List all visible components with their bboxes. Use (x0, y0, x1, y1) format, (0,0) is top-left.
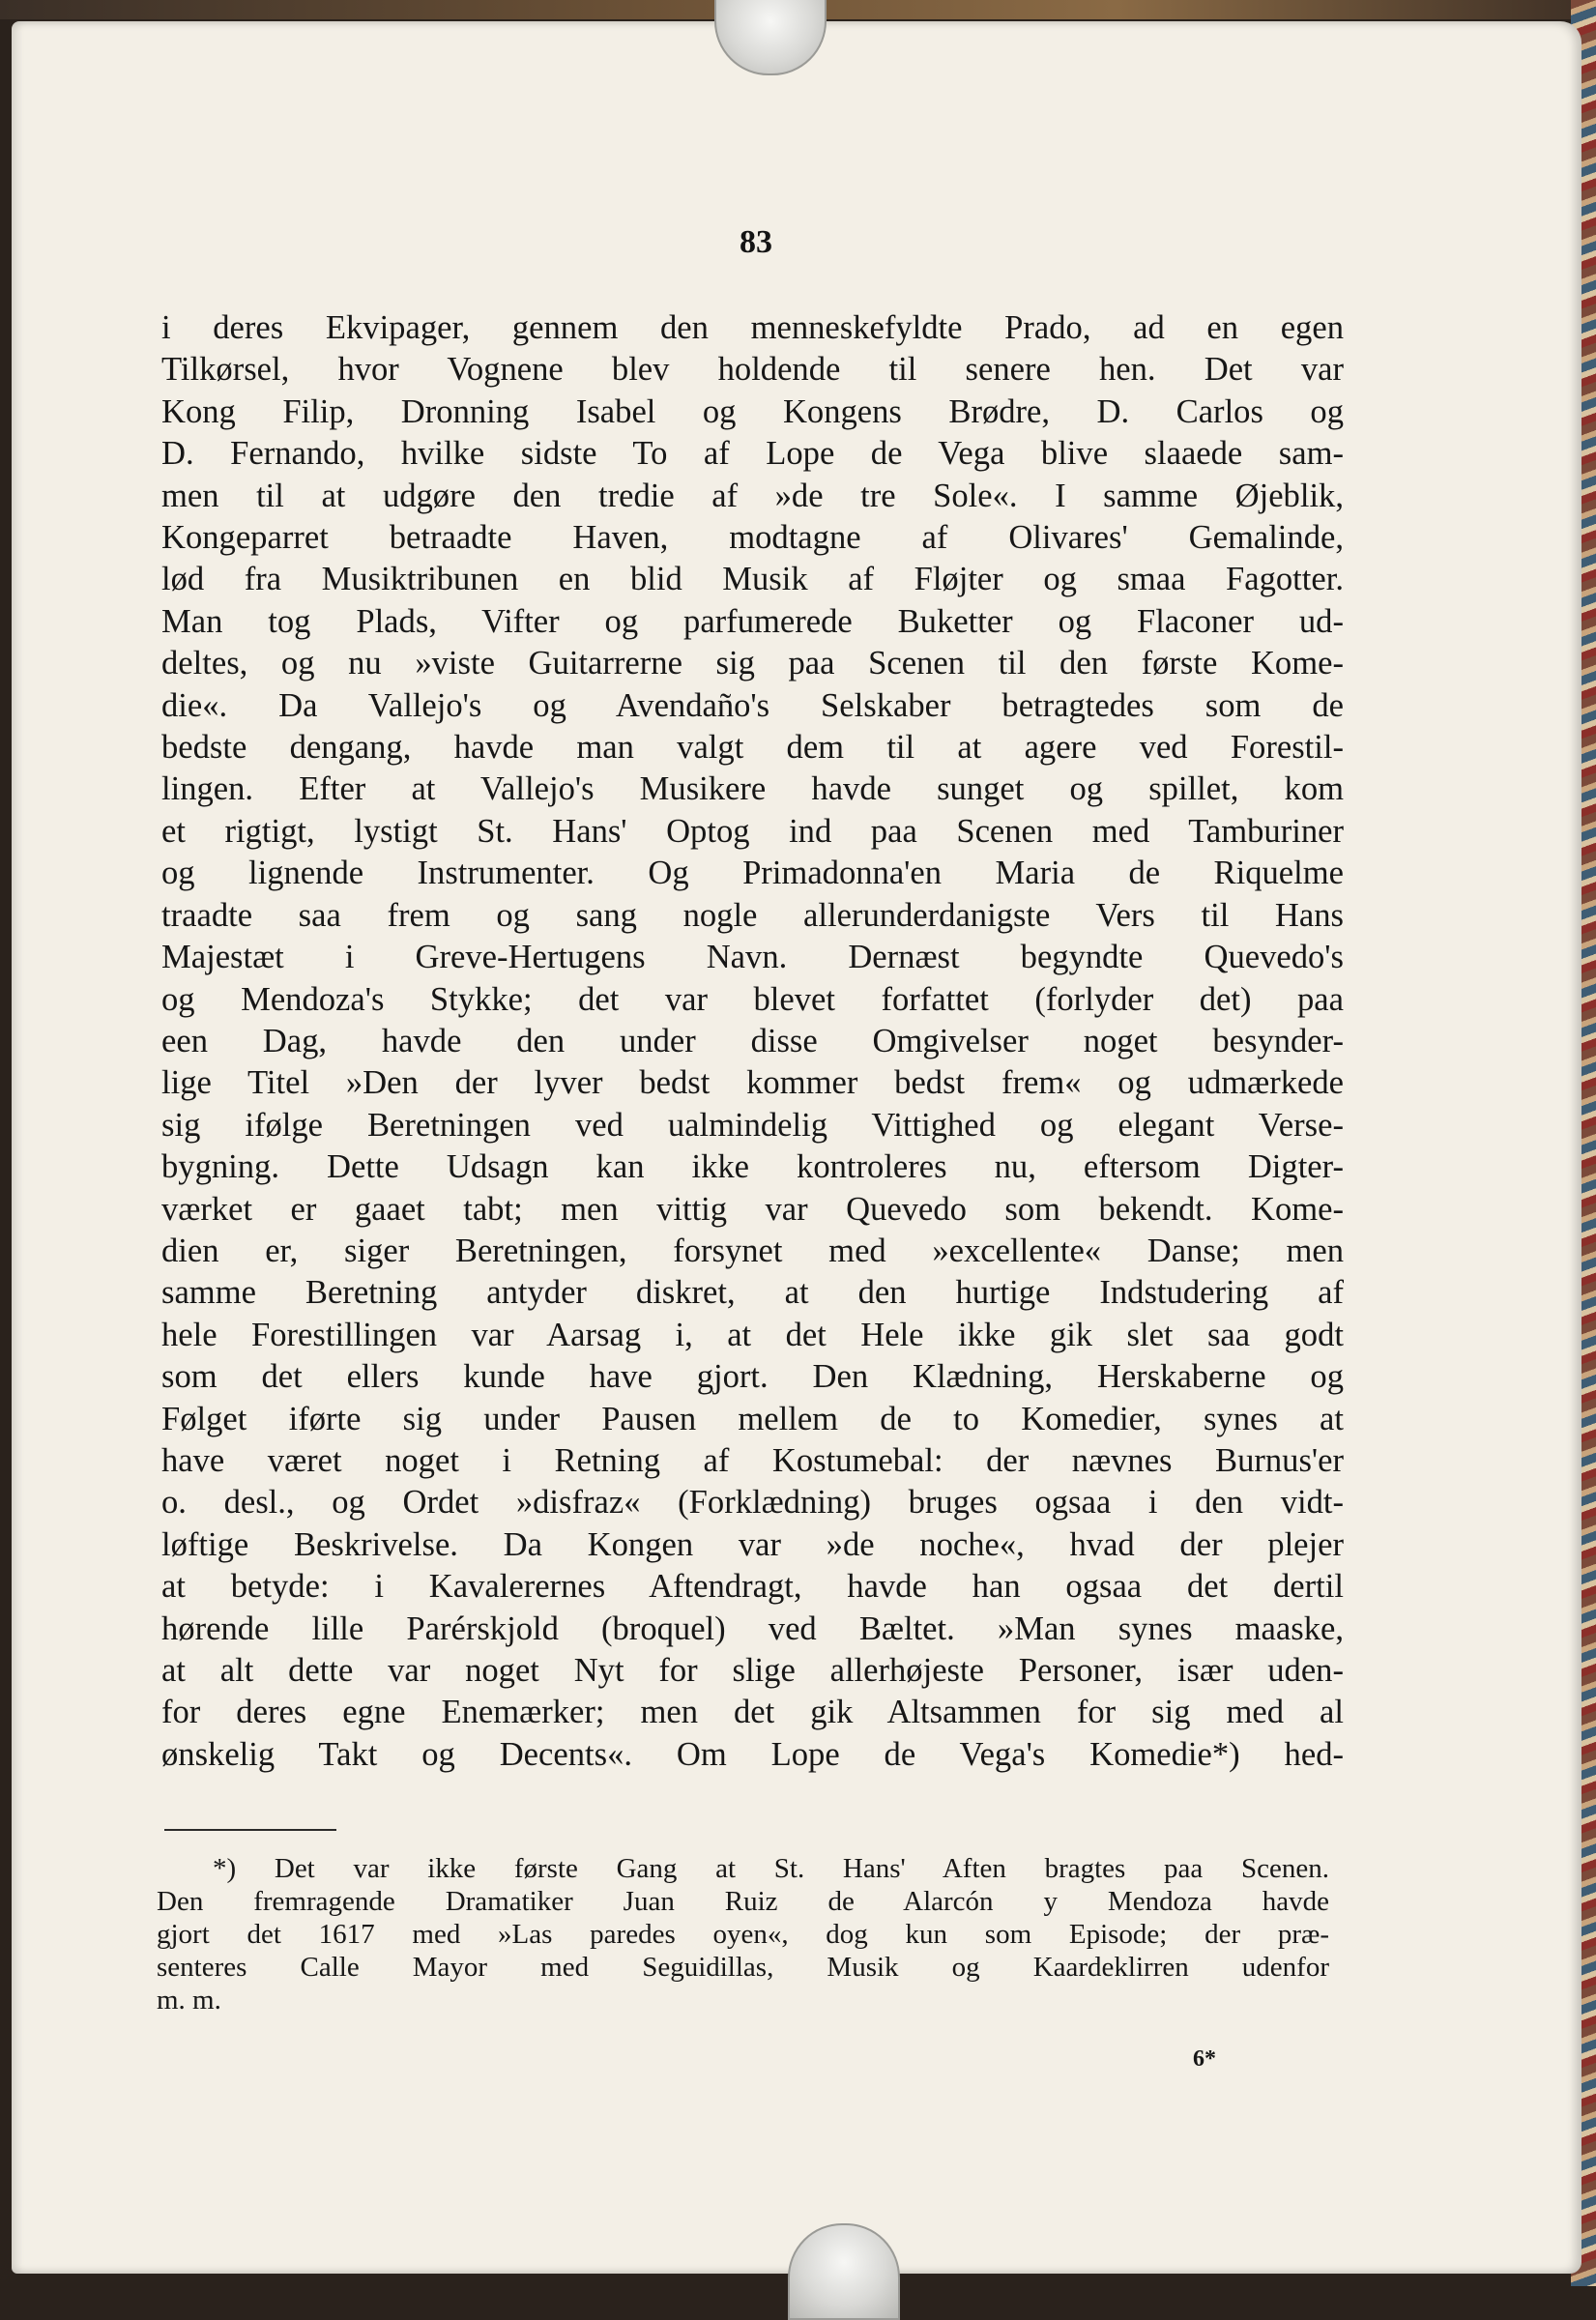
text-line: at alt dette var noget Nyt for slige allerhøjeste Personer, især uden- (161, 1652, 1344, 1689)
text-line: lingen. Efter at Vallejo's Musikere havde sunget og spillet, kom (161, 770, 1344, 808)
text-line: Kongeparret betraadte Haven, modtagne af Olivares' Gemalinde, (161, 519, 1344, 557)
text-line: i deres Ekvipager, gennem den menneskefyldte Prado, ad en egen (161, 309, 1344, 346)
text-line: og Mendoza's Stykke; det var blevet forfattet (forlyder det) paa (161, 980, 1344, 1018)
text-line: at betyde: i Kavalerernes Aftendragt, havde han ogsaa det dertil (161, 1568, 1344, 1606)
page-number: 83 (740, 224, 772, 260)
bottom-page-clip (788, 2223, 900, 2320)
book-page (12, 21, 1581, 2274)
text-line: traadte saa frem og sang nogle allerunderdanigste Vers til Hans (161, 896, 1344, 934)
text-line: og lignende Instrumenter. Og Primadonna'en Maria de Riquelme (161, 855, 1344, 892)
text-line: die«. Da Vallejo's og Avendaño's Selskaber betragtedes som de (161, 686, 1344, 724)
body-text (161, 307, 1344, 1776)
text-line: bedste dengang, havde man valgt dem til at agere ved Forestil- (161, 729, 1344, 767)
top-page-clip (714, 0, 827, 75)
footnote-line: senteres Calle Mayor med Seguidillas, Musik og Kaardeklirren udenfor (157, 1952, 1329, 1983)
text-line: for deres egne Enemærker; men det gik Altsammen for sig med al (161, 1694, 1344, 1731)
text-line: hele Forestillingen var Aarsag i, at det Hele ikke gik slet saa godt (161, 1316, 1344, 1353)
text-line: værket er gaaet tabt; men vittig var Quevedo som bekendt. Kome- (161, 1190, 1344, 1228)
text-line: samme Beretning antyder diskret, at den hurtige Indstudering af (161, 1274, 1344, 1312)
text-line: lød fra Musiktribunen en blid Musik af Fløjter og smaa Fagotter. (161, 561, 1344, 598)
text-line: deltes, og nu »viste Guitarrerne sig paa Scenen til den første Kome- (161, 645, 1344, 682)
text-line: hørende lille Parérskjold (broquel) ved Bæltet. »Man synes maaske, (161, 1610, 1344, 1647)
text-line: Følget iførte sig under Pausen mellem de to Komedier, synes at (161, 1400, 1344, 1437)
text-line: D. Fernando, hvilke sidste To af Lope de Vega blive slaaede sam- (161, 435, 1344, 473)
footnote-line: *) Det var ikke første Gang at St. Hans' Aften bragtes paa Scenen. (213, 1853, 1329, 1884)
footnote-line: m. m. (157, 1985, 221, 2016)
footnote-line: gjort det 1617 med »Las paredes oyen«, dog kun som Episode; der præ- (157, 1919, 1329, 1950)
signature-mark: 6* (1193, 2046, 1216, 2072)
text-line: Tilkørsel, hvor Vognene blev holdende til senere hen. Det var (161, 351, 1344, 389)
text-line: et rigtigt, lystigt St. Hans' Optog ind paa Scenen med Tamburiner (161, 812, 1344, 850)
text-line: Majestæt i Greve-Hertugens Navn. Dernæst begyndte Quevedo's (161, 939, 1344, 976)
text-line: men til at udgøre den tredie af »de tre Sole«. I samme Øjeblik, (161, 477, 1344, 514)
text-line: løftige Beskrivelse. Da Kongen var »de noche«, hvad der plejer (161, 1525, 1344, 1563)
footnote-divider (164, 1829, 336, 1831)
text-line: dien er, siger Beretningen, forsynet med »excellente« Danse; men (161, 1232, 1344, 1269)
text-line: een Dag, havde den under disse Omgivelser noget besynder- (161, 1022, 1344, 1059)
text-line: ønskelig Takt og Decents«. Om Lope de Vega's Komedie*) hed- (161, 1735, 1344, 1773)
text-line: o. desl., og Ordet »disfraz« (Forklædning) bruges ogsaa i den vidt- (161, 1484, 1344, 1522)
text-line: lige Titel »Den der lyver bedst kommer bedst frem« og udmærkede (161, 1064, 1344, 1102)
text-line: Man tog Plads, Vifter og parfumerede Buketter og Flaconer ud- (161, 602, 1344, 640)
text-line: have været noget i Retning af Kostumebal: der nævnes Burnus'er (161, 1441, 1344, 1479)
text-line: Kong Filip, Dronning Isabel og Kongens Brødre, D. Carlos og (161, 392, 1344, 430)
text-line: som det ellers kunde have gjort. Den Klædning, Herskaberne og (161, 1358, 1344, 1396)
text-line: sig ifølge Beretningen ved ualmindelig Vittighed og elegant Verse- (161, 1106, 1344, 1144)
text-line: bygning. Dette Udsagn kan ikke kontroleres nu, eftersom Digter- (161, 1148, 1344, 1186)
footnote-line: Den fremragende Dramatiker Juan Ruiz de Alarcón y Mendoza havde (157, 1886, 1329, 1917)
footnote (157, 1852, 1329, 2016)
